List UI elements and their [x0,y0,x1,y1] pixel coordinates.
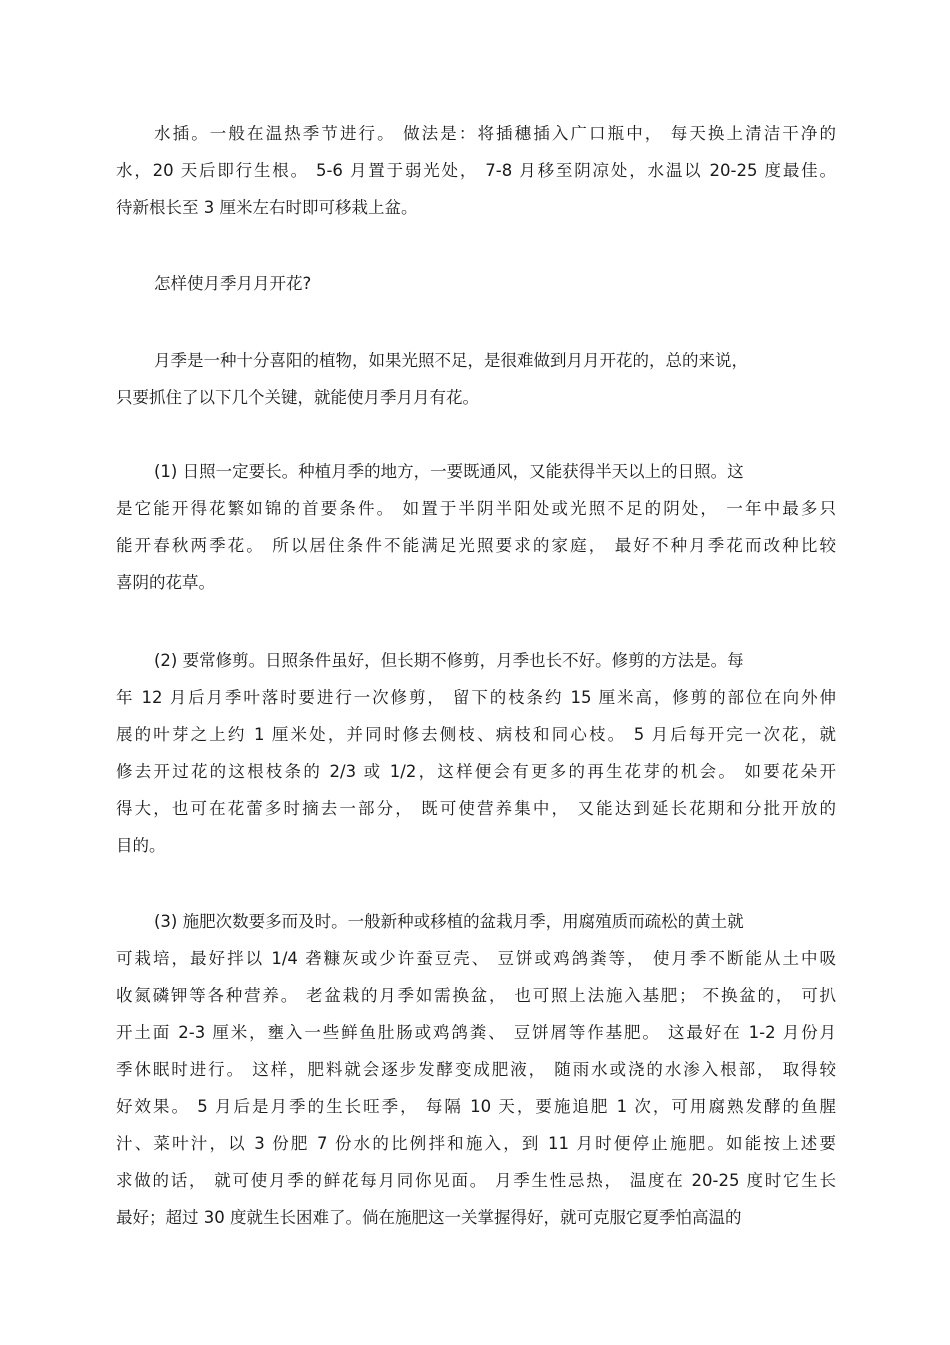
text-line: 可栽培，最好拌以 1/4 砻糠灰或少许蚕豆壳、 豆饼或鸡鸽粪等， 使月季不断能从土中吸 [116,949,836,968]
text-line: 目的。 [116,836,166,855]
text-line: 水插。一般在温热季节进行。 做法是：将插穗插入广口瓶中， 每天换上清洁干净的 [154,124,836,143]
text-line: 只要抓住了以下几个关键，就能使月季月月有花。 [116,388,479,407]
text-line: 月季是一种十分喜阳的植物，如果光照不足，是很难做到月月开花的，总的来说， [154,351,748,370]
heading-line: 怎样使月季月月开花? [154,274,312,293]
text-line: 喜阴的花草。 [116,573,215,592]
text-line: 季休眠时进行。 这样，肥料就会逐步发酵变成肥液， 随雨水或浇的水渗入根部， 取得较 [116,1060,836,1079]
text-line: 最好；超过 30 度就生长困难了。倘在施肥这一关掌握得好，就可克服它夏季怕高温的 [116,1208,742,1227]
text-line: 开土面 2-3 厘米，壅入一些鲜鱼肚肠或鸡鸽粪、 豆饼屑等作基肥。 这最好在 1-2 月份月 [116,1023,836,1042]
text-line: 展的叶芽之上约 1 厘米处，并同时修去侧枝、病枝和同心枝。 5 月后每开完一次花，就 [116,725,836,744]
text-line: 年 12 月后月季叶落时要进行一次修剪， 留下的枝条约 15 厘米高，修剪的部位在向外伸 [116,688,836,707]
text-line: 求做的话， 就可使月季的鲜花每月同你见面。 月季生性忌热， 温度在 20-25 度时它生长 [116,1171,836,1190]
text-line: (1) 日照一定要长。种植月季的地方，一要既通风，又能获得半天以上的日照。这 [154,462,744,481]
paragraph-point-2 [116,642,836,864]
text-line: 收氮磷钾等各种营养。 老盆栽的月季如需换盆， 也可照上法施入基肥； 不换盆的， 可扒 [116,986,836,1005]
text-line: 是它能开得花繁如锦的首要条件。 如置于半阴半阳处或光照不足的阴处， 一年中最多只 [116,499,836,518]
paragraph-point-3 [116,903,836,1236]
text-line: 好效果。 5 月后是月季的生长旺季， 每隔 10 天，要施追肥 1 次，可用腐熟发酵的鱼腥 [116,1097,836,1116]
paragraph-intro [116,342,836,416]
section-heading [116,265,836,302]
text-line: (2) 要常修剪。日照条件虽好，但长期不修剪，月季也长不好。修剪的方法是。每 [154,651,744,670]
text-line: 待新根长至 3 厘米左右时即可移栽上盆。 [116,198,418,217]
text-line: (3) 施肥次数要多而及时。一般新种或移植的盆栽月季，用腐殖质而疏松的黄土就 [154,912,744,931]
text-line: 得大，也可在花蕾多时摘去一部分， 既可使营养集中， 又能达到延长花期和分批开放的 [116,799,836,818]
text-line: 能开春秋两季花。 所以居住条件不能满足光照要求的家庭， 最好不种月季花而改种比较 [116,536,836,555]
text-line: 水，20 天后即行生根。 5-6 月置于弱光处， 7-8 月移至阴凉处，水温以 20-25 度最佳。 [116,161,836,180]
text-line: 汁、菜叶汁，以 3 份肥 7 份水的比例拌和施入，到 11 月时便停止施肥。如能按上述要 [116,1134,836,1153]
text-line: 修去开过花的这根枝条的 2/3 或 1/2，这样便会有更多的再生花芽的机会。 如要花朵开 [116,762,836,781]
paragraph-water-cutting [116,115,836,226]
paragraph-point-1 [116,453,836,601]
